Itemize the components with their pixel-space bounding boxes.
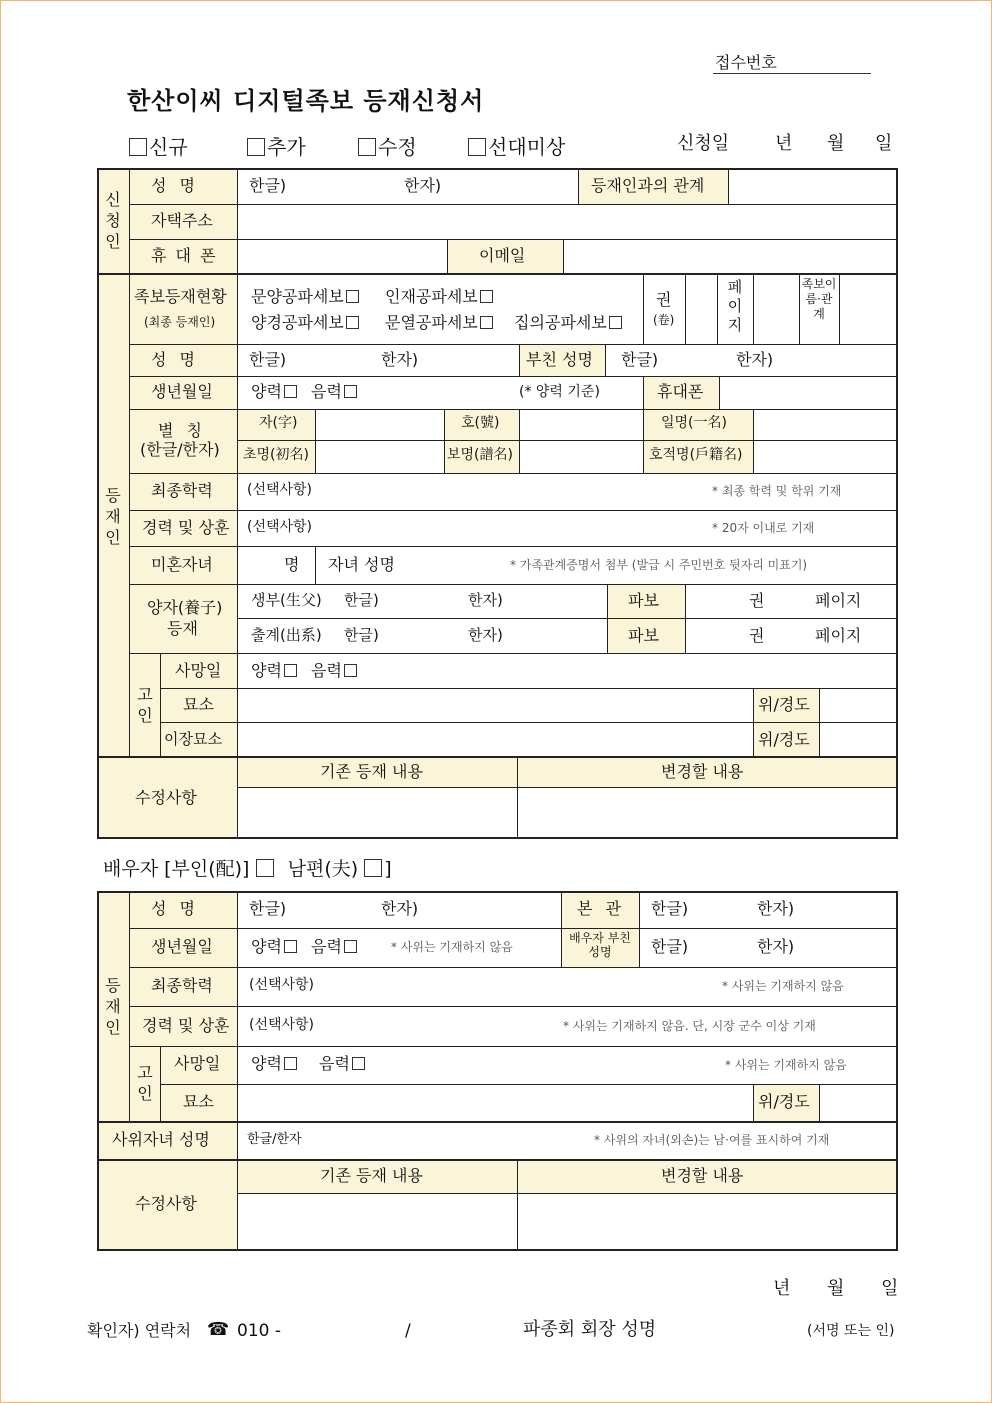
confirmer-label: 확인자) 연락처: [87, 1321, 192, 1340]
spouse-hanja-field[interactable]: 한자): [381, 899, 419, 918]
existing-content-field[interactable]: [239, 789, 515, 835]
footer-month: 월: [827, 1278, 845, 1299]
checkbox-icon[interactable]: [480, 290, 493, 303]
spouse-death-solar[interactable]: 양력: [251, 1056, 297, 1072]
email-field[interactable]: [565, 241, 895, 272]
book-munyeol[interactable]: 문열공파세보: [385, 315, 493, 331]
receipt-line[interactable]: [713, 73, 871, 74]
sonlaw-child-note: * 사위의 자녀(외손)는 남·여를 표시하여 기재: [594, 1133, 830, 1147]
spouse-gps-label: 위/경도: [758, 1092, 810, 1111]
checkbox-icon[interactable]: [468, 138, 486, 156]
type-new[interactable]: 신규: [129, 137, 188, 157]
education-label: 최종학력: [151, 481, 213, 500]
ilmyeong-label: 일명(一名): [661, 415, 727, 431]
applicant-name-label: 성 명: [151, 176, 199, 195]
checkbox-icon[interactable]: [344, 940, 357, 953]
adoption-label: 양자(養子): [147, 598, 223, 617]
alias-label: 별 칭: [158, 421, 206, 440]
spouse-death-label: 사망일: [174, 1054, 221, 1073]
spouse-birth-lunar[interactable]: 음력: [311, 939, 357, 955]
bio-volume-unit[interactable]: 권: [749, 591, 765, 610]
father-name-label: 부친 성명: [526, 350, 593, 369]
volume-sub-label: (卷): [653, 313, 675, 327]
checkbox-icon[interactable]: [284, 1057, 297, 1070]
volume-label: 권: [656, 290, 672, 309]
clan-origin-label: 본 관: [577, 899, 625, 918]
career-note: * 20자 이내로 기재: [712, 521, 815, 535]
ho-label: 호(號): [461, 415, 500, 431]
spouse-father-hanja[interactable]: 한자): [757, 937, 795, 956]
spouse-father-label: 배우자 부친 성명: [569, 931, 631, 959]
phone-separator: /: [405, 1321, 411, 1341]
spouse-education-field[interactable]: (선택사항): [249, 977, 315, 993]
death-solar-option[interactable]: 양력: [251, 663, 297, 679]
checkbox-icon[interactable]: [344, 664, 357, 677]
grave-label: 묘소: [183, 695, 214, 714]
status-sub-label: (최종 등재인): [144, 315, 216, 329]
alias-sub-label: (한글/한자): [140, 440, 220, 459]
spouse-career-field[interactable]: (선택사항): [249, 1017, 315, 1033]
registrant-name-label: 성 명: [151, 350, 199, 369]
unmarried-note: * 가족관계증명서 첨부 (발급 시 주민번호 뒷자리 미표기): [510, 558, 808, 572]
type-unknown-ancestor[interactable]: 선대미상: [468, 137, 565, 157]
adoption-sub-label: 등재: [167, 619, 198, 638]
checkbox-icon[interactable]: [346, 316, 359, 329]
existing-content-header: 기존 등재 내용: [320, 762, 423, 781]
checkbox-icon[interactable]: [352, 1057, 365, 1070]
spouse-grave-field[interactable]: [239, 1086, 751, 1120]
sonlaw-child-field[interactable]: 한글/한자: [247, 1132, 302, 1147]
checkbox-icon[interactable]: [284, 385, 297, 398]
bio-pabo-label: 파보: [628, 591, 659, 610]
birth-note: (* 양력 기준): [519, 384, 600, 400]
adopted-out-label: 출계(出系): [251, 626, 322, 644]
registrant-section-label: 등재인: [105, 486, 121, 547]
sonlaw-child-label: 사위자녀 성명: [112, 1130, 210, 1149]
apply-date-month: 월: [827, 133, 845, 154]
chomyeong-label: 초명(初名): [243, 447, 309, 463]
spouse-existing-field[interactable]: [239, 1195, 515, 1247]
registrant-hanja-field[interactable]: 한자): [381, 350, 419, 369]
spouse-name-label: 성 명: [151, 899, 199, 918]
child-name-label: 자녀 성명: [328, 555, 395, 574]
spouse-deceased-label: 고인: [137, 1063, 153, 1103]
birth-lunar-option[interactable]: 음력: [311, 384, 357, 400]
checkbox-icon[interactable]: [247, 138, 265, 156]
address-field[interactable]: [239, 206, 895, 238]
relation-field[interactable]: [729, 171, 895, 203]
checkbox-icon[interactable]: [358, 138, 376, 156]
spouse-education-note: * 사위는 기재하지 않음: [722, 979, 844, 993]
ho-field[interactable]: [521, 411, 641, 439]
email-label: 이메일: [479, 246, 526, 265]
death-lunar-option[interactable]: 음력: [311, 663, 357, 679]
phone-prefix[interactable]: 010 -: [237, 1321, 281, 1341]
checkbox-icon[interactable]: [129, 138, 147, 156]
applicant-hangul-field[interactable]: 한글): [249, 176, 287, 195]
checkbox-icon[interactable]: [284, 940, 297, 953]
chairman-name-label: 파종회 회장 성명: [523, 1319, 657, 1340]
status-label: 족보등재현황: [134, 287, 227, 306]
spouse-career-note: * 사위는 기재하지 않음. 단, 시장 군수 이상 기재: [563, 1019, 816, 1033]
form-title: 한산이씨 디지털족보 등재신청서: [127, 87, 485, 115]
out-page-unit[interactable]: 페이지: [815, 626, 862, 645]
apply-date-label: 신청일: [677, 133, 730, 154]
bio-father-hangul[interactable]: 한글): [344, 591, 379, 609]
spouse-death-note: * 사위는 기재하지 않음: [725, 1058, 847, 1072]
bomyeong-label: 보명(譜名): [447, 447, 513, 463]
father-hanja-field[interactable]: 한자): [736, 350, 774, 369]
book-munyang[interactable]: 문양공파세보: [251, 289, 359, 305]
clan-hanja-field[interactable]: 한자): [757, 899, 795, 918]
ilmyeong-field[interactable]: [755, 411, 895, 439]
footer-year: 년: [773, 1278, 791, 1299]
spouse-birth-label: 생년월일: [151, 937, 213, 956]
spouse-revision-label: 수정사항: [135, 1194, 197, 1213]
father-hangul-field[interactable]: 한글): [621, 350, 659, 369]
apply-date-day: 일: [875, 133, 893, 154]
spouse-education-label: 최종학력: [151, 976, 213, 995]
spouse-existing-header: 기존 등재 내용: [320, 1166, 423, 1185]
relation-label: 등재인과의 관계: [591, 176, 705, 195]
career-label: 경력 및 상훈: [142, 518, 230, 537]
page-label: 페이지: [727, 278, 743, 334]
grave-gps-label: 위/경도: [758, 695, 810, 714]
spouse-birth-note: * 사위는 기재하지 않음: [391, 940, 513, 954]
spouse-death-lunar[interactable]: 음력: [319, 1056, 365, 1072]
type-add[interactable]: 추가: [247, 137, 306, 157]
spouse-hangul-field[interactable]: 한글): [249, 899, 287, 918]
checkbox-icon[interactable]: [480, 316, 493, 329]
family-name-label: 족보이름·관계: [801, 277, 837, 321]
applicant-section-label: 신청인: [105, 190, 121, 251]
bio-page-unit[interactable]: 페이지: [815, 591, 862, 610]
change-content-header: 변경할 내용: [661, 762, 744, 781]
phone-label: 휴 대 폰: [151, 246, 218, 265]
hojeok-label: 호적명(戶籍名): [649, 447, 743, 463]
change-content-field[interactable]: [519, 789, 895, 835]
reburial-label: 이장묘소: [164, 730, 222, 748]
spouse-grave-label: 묘소: [183, 1092, 214, 1111]
receipt-label: 접수번호: [715, 53, 777, 72]
spouse-change-field[interactable]: [519, 1195, 895, 1247]
ja-label: 자(字): [259, 415, 298, 431]
revision-label: 수정사항: [135, 788, 197, 807]
telephone-icon: ☎: [207, 1319, 230, 1340]
applicant-hanja-field[interactable]: 한자): [404, 176, 442, 195]
book-jibui[interactable]: 집의공파세보: [514, 315, 622, 331]
mobile-label: 휴대폰: [657, 382, 704, 401]
spouse-heading: 배우자 [부인(配)] 남편(夫) ]: [103, 858, 392, 880]
bio-father-label: 생부(生父): [251, 591, 322, 609]
education-field[interactable]: (선택사항): [247, 482, 313, 498]
wife-checkbox[interactable]: [256, 859, 274, 877]
out-pabo-label: 파보: [628, 626, 659, 645]
education-note: * 최종 학력 및 학위 기재: [712, 484, 842, 498]
checkbox-icon[interactable]: [284, 664, 297, 677]
clan-hangul-field[interactable]: 한글): [651, 899, 689, 918]
spouse-section-label: 등재인: [105, 976, 121, 1037]
out-volume-unit[interactable]: 권: [749, 626, 765, 645]
ja-field[interactable]: [317, 411, 443, 439]
checkbox-icon[interactable]: [344, 385, 357, 398]
checkbox-icon[interactable]: [346, 290, 359, 303]
grave-field[interactable]: [239, 690, 751, 721]
address-label: 자택주소: [151, 211, 213, 230]
birth-solar-option[interactable]: 양력: [251, 384, 297, 400]
book-injae[interactable]: 인재공파세보: [385, 289, 493, 305]
apply-date-year: 년: [775, 133, 793, 154]
spouse-career-label: 경력 및 상훈: [142, 1016, 230, 1035]
signature-label[interactable]: (서명 또는 인): [807, 1323, 895, 1339]
husband-checkbox[interactable]: [364, 859, 382, 877]
unmarried-label: 미혼자녀: [151, 555, 213, 574]
death-date-label: 사망일: [175, 661, 222, 680]
adopted-out-hangul[interactable]: 한글): [344, 626, 379, 644]
adopted-out-hanja[interactable]: 한자): [468, 626, 503, 644]
unmarried-count-unit[interactable]: 명: [284, 555, 300, 574]
footer-day: 일: [881, 1278, 899, 1299]
bio-father-hanja[interactable]: 한자): [468, 591, 503, 609]
registrant-hangul-field[interactable]: 한글): [249, 350, 287, 369]
phone-field[interactable]: [239, 241, 445, 272]
spouse-change-header: 변경할 내용: [661, 1166, 744, 1185]
spouse-birth-solar[interactable]: 양력: [251, 939, 297, 955]
birth-label: 생년월일: [151, 382, 213, 401]
deceased-label: 고인: [137, 685, 153, 725]
reburial-field[interactable]: [239, 724, 751, 755]
book-yanggyeong[interactable]: 양경공파세보: [251, 315, 359, 331]
reburial-gps-label: 위/경도: [758, 730, 810, 749]
career-field[interactable]: (선택사항): [247, 519, 313, 535]
type-edit[interactable]: 수정: [358, 137, 417, 157]
spouse-father-hangul[interactable]: 한글): [651, 937, 689, 956]
mobile-field[interactable]: [721, 378, 895, 408]
checkbox-icon[interactable]: [609, 316, 622, 329]
